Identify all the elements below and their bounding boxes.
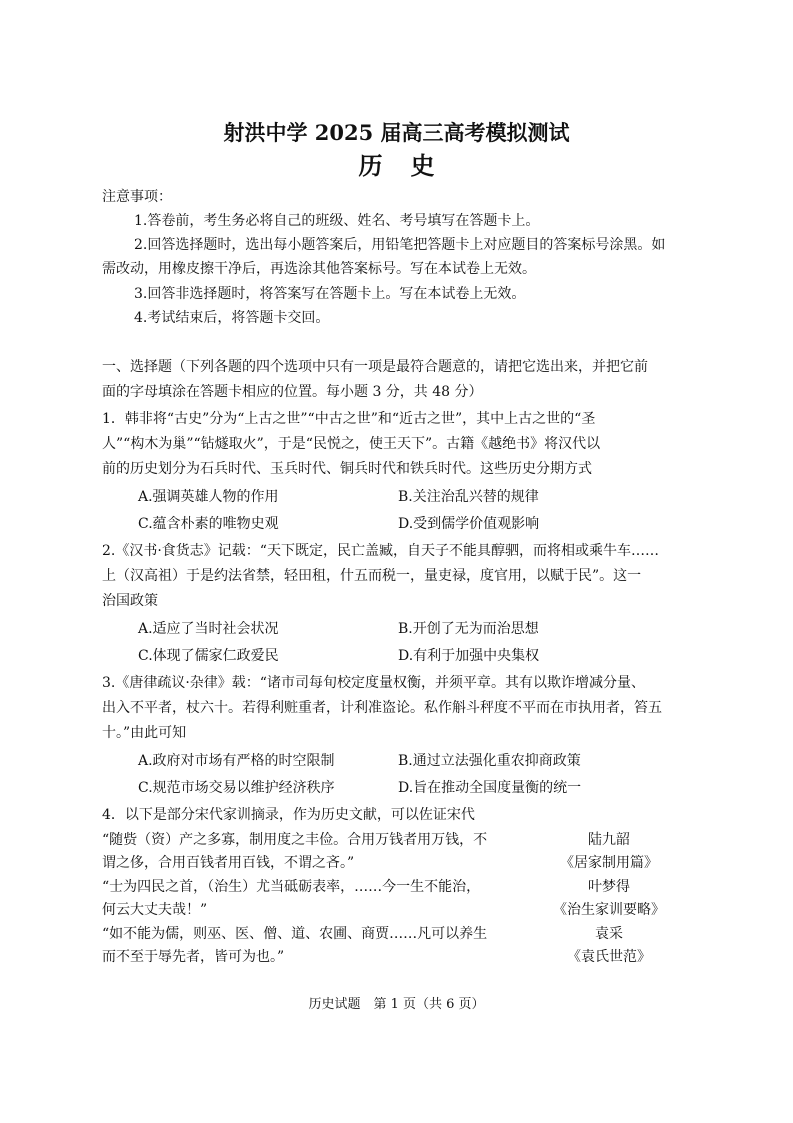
question-2-line: 上（汉高祖）于是约法省禁，轻田租，什五而税一，量吏禄，度官用，以赋于民”。这一 <box>102 568 642 584</box>
question-1-line: 人”“构木为巢”“钻燧取火”，于是“民悦之，使王天下”。古籍《越绝书》将汉代以 <box>102 436 601 452</box>
quote-author: 袁采 <box>595 926 623 942</box>
quote-source: 《袁氏世范》 <box>567 949 651 965</box>
quote-line: 何云大丈夫哉！” <box>102 902 208 918</box>
question-3-option-b: B.通过立法强化重农抑商政策 <box>398 753 581 769</box>
question-1-option-d: D.受到儒学价值观影响 <box>398 516 540 532</box>
quote-source: 《治生家训要略》 <box>553 902 665 918</box>
notice-item: 3.回答非选择题时，将答案写在答题卡上。写在本试卷上无效。 <box>134 286 526 302</box>
notice-item: 2.回答选择题时，选出每小题答案后，用铅笔把答题卡上对应题目的答案标号涂黑。如 <box>134 237 666 253</box>
quote-author: 陆九韶 <box>588 832 630 848</box>
quote-line: “如不能为儒，则巫、医、僧、道、农圃、商贾……凡可以养生 <box>102 926 488 942</box>
section-heading: 一、选择题（下列各题的四个选项中只有一项是最符合题意的，请把它选出来，并把它前 <box>102 359 648 375</box>
question-1-option-a: A.强调英雄人物的作用 <box>138 489 279 505</box>
question-2-line: 2.《汉书·食货志》记载：“天下既定，民亡盖臧，自天子不能具醇驷，而将相或乘牛车…… <box>102 543 659 559</box>
question-2-option-d: D.有利于加强中央集权 <box>398 648 540 664</box>
notice-heading: 注意事项： <box>102 189 172 205</box>
question-4-stem: 4．以下是部分宋代家训摘录，作为历史文献，可以佐证宋代 <box>102 807 475 823</box>
question-3-line: 3.《唐律疏议·杂律》载：“诸市司每旬校定度量权衡，并须平章。其有以欺诈增减分量、 <box>102 675 645 691</box>
question-3-line: 出入不平者，杖六十。若得利赃重者，计利准盗论。私作斛斗秤度不平而在市执用者，笞五 <box>102 700 662 716</box>
question-1-option-b: B.关注治乱兴替的规律 <box>398 489 539 505</box>
exam-title: 射洪中学 2025 届高三高考模拟测试 <box>223 120 570 145</box>
quote-source: 《居家制用篇》 <box>560 855 658 871</box>
question-2-option-c: C.体现了儒家仁政爱民 <box>138 648 279 664</box>
subject-title: 历史 <box>358 151 463 180</box>
notice-item: 4.考试结束后，将答题卡交回。 <box>134 310 330 326</box>
question-2-line: 治国政策 <box>102 593 158 609</box>
notice-item: 1.答卷前，考生务必将自己的班级、姓名、考号填写在答题卡上。 <box>134 213 540 229</box>
page-footer: 历史试题 第 1 页（共 6 页） <box>308 997 485 1012</box>
quote-author: 叶梦得 <box>588 879 630 895</box>
question-3-option-a: A.政府对市场有严格的时空限制 <box>138 753 335 769</box>
quote-line: 谓之侈，合用百钱者用百钱，不谓之吝。” <box>102 855 355 871</box>
quote-line: 而不至于辱先者，皆可为也。” <box>102 949 285 965</box>
question-3-option-c: C.规范市场交易以维护经济秩序 <box>138 780 335 796</box>
question-3-line: 十。”由此可知 <box>102 725 187 741</box>
section-heading: 面的字母填涂在答题卡相应的位置。每小题 3 分，共 48 分） <box>102 384 483 400</box>
question-2-option-b: B.开创了无为而治思想 <box>398 621 539 637</box>
question-2-option-a: A.适应了当时社会状况 <box>138 621 279 637</box>
quote-line: “士为四民之首，（治生）尤当砥砺表率，……今一生不能治， <box>102 879 481 895</box>
question-1-line: 1．韩非将“古史”分为“上古之世”“中古之世”和“近古之世”，其中上古之世的“圣 <box>102 411 596 427</box>
quote-line: “随赀（资）产之多寡，制用度之丰俭。合用万钱者用万钱，不 <box>102 832 488 848</box>
question-1-option-c: C.蕴含朴素的唯物史观 <box>138 516 279 532</box>
notice-item: 需改动，用橡皮擦干净后，再选涂其他答案标号。写在本试卷上无效。 <box>102 261 536 277</box>
question-1-line: 前的历史划分为石兵时代、玉兵时代、铜兵时代和铁兵时代。这些历史分期方式 <box>102 461 592 477</box>
question-3-option-d: D.旨在推动全国度量衡的统一 <box>398 780 582 796</box>
